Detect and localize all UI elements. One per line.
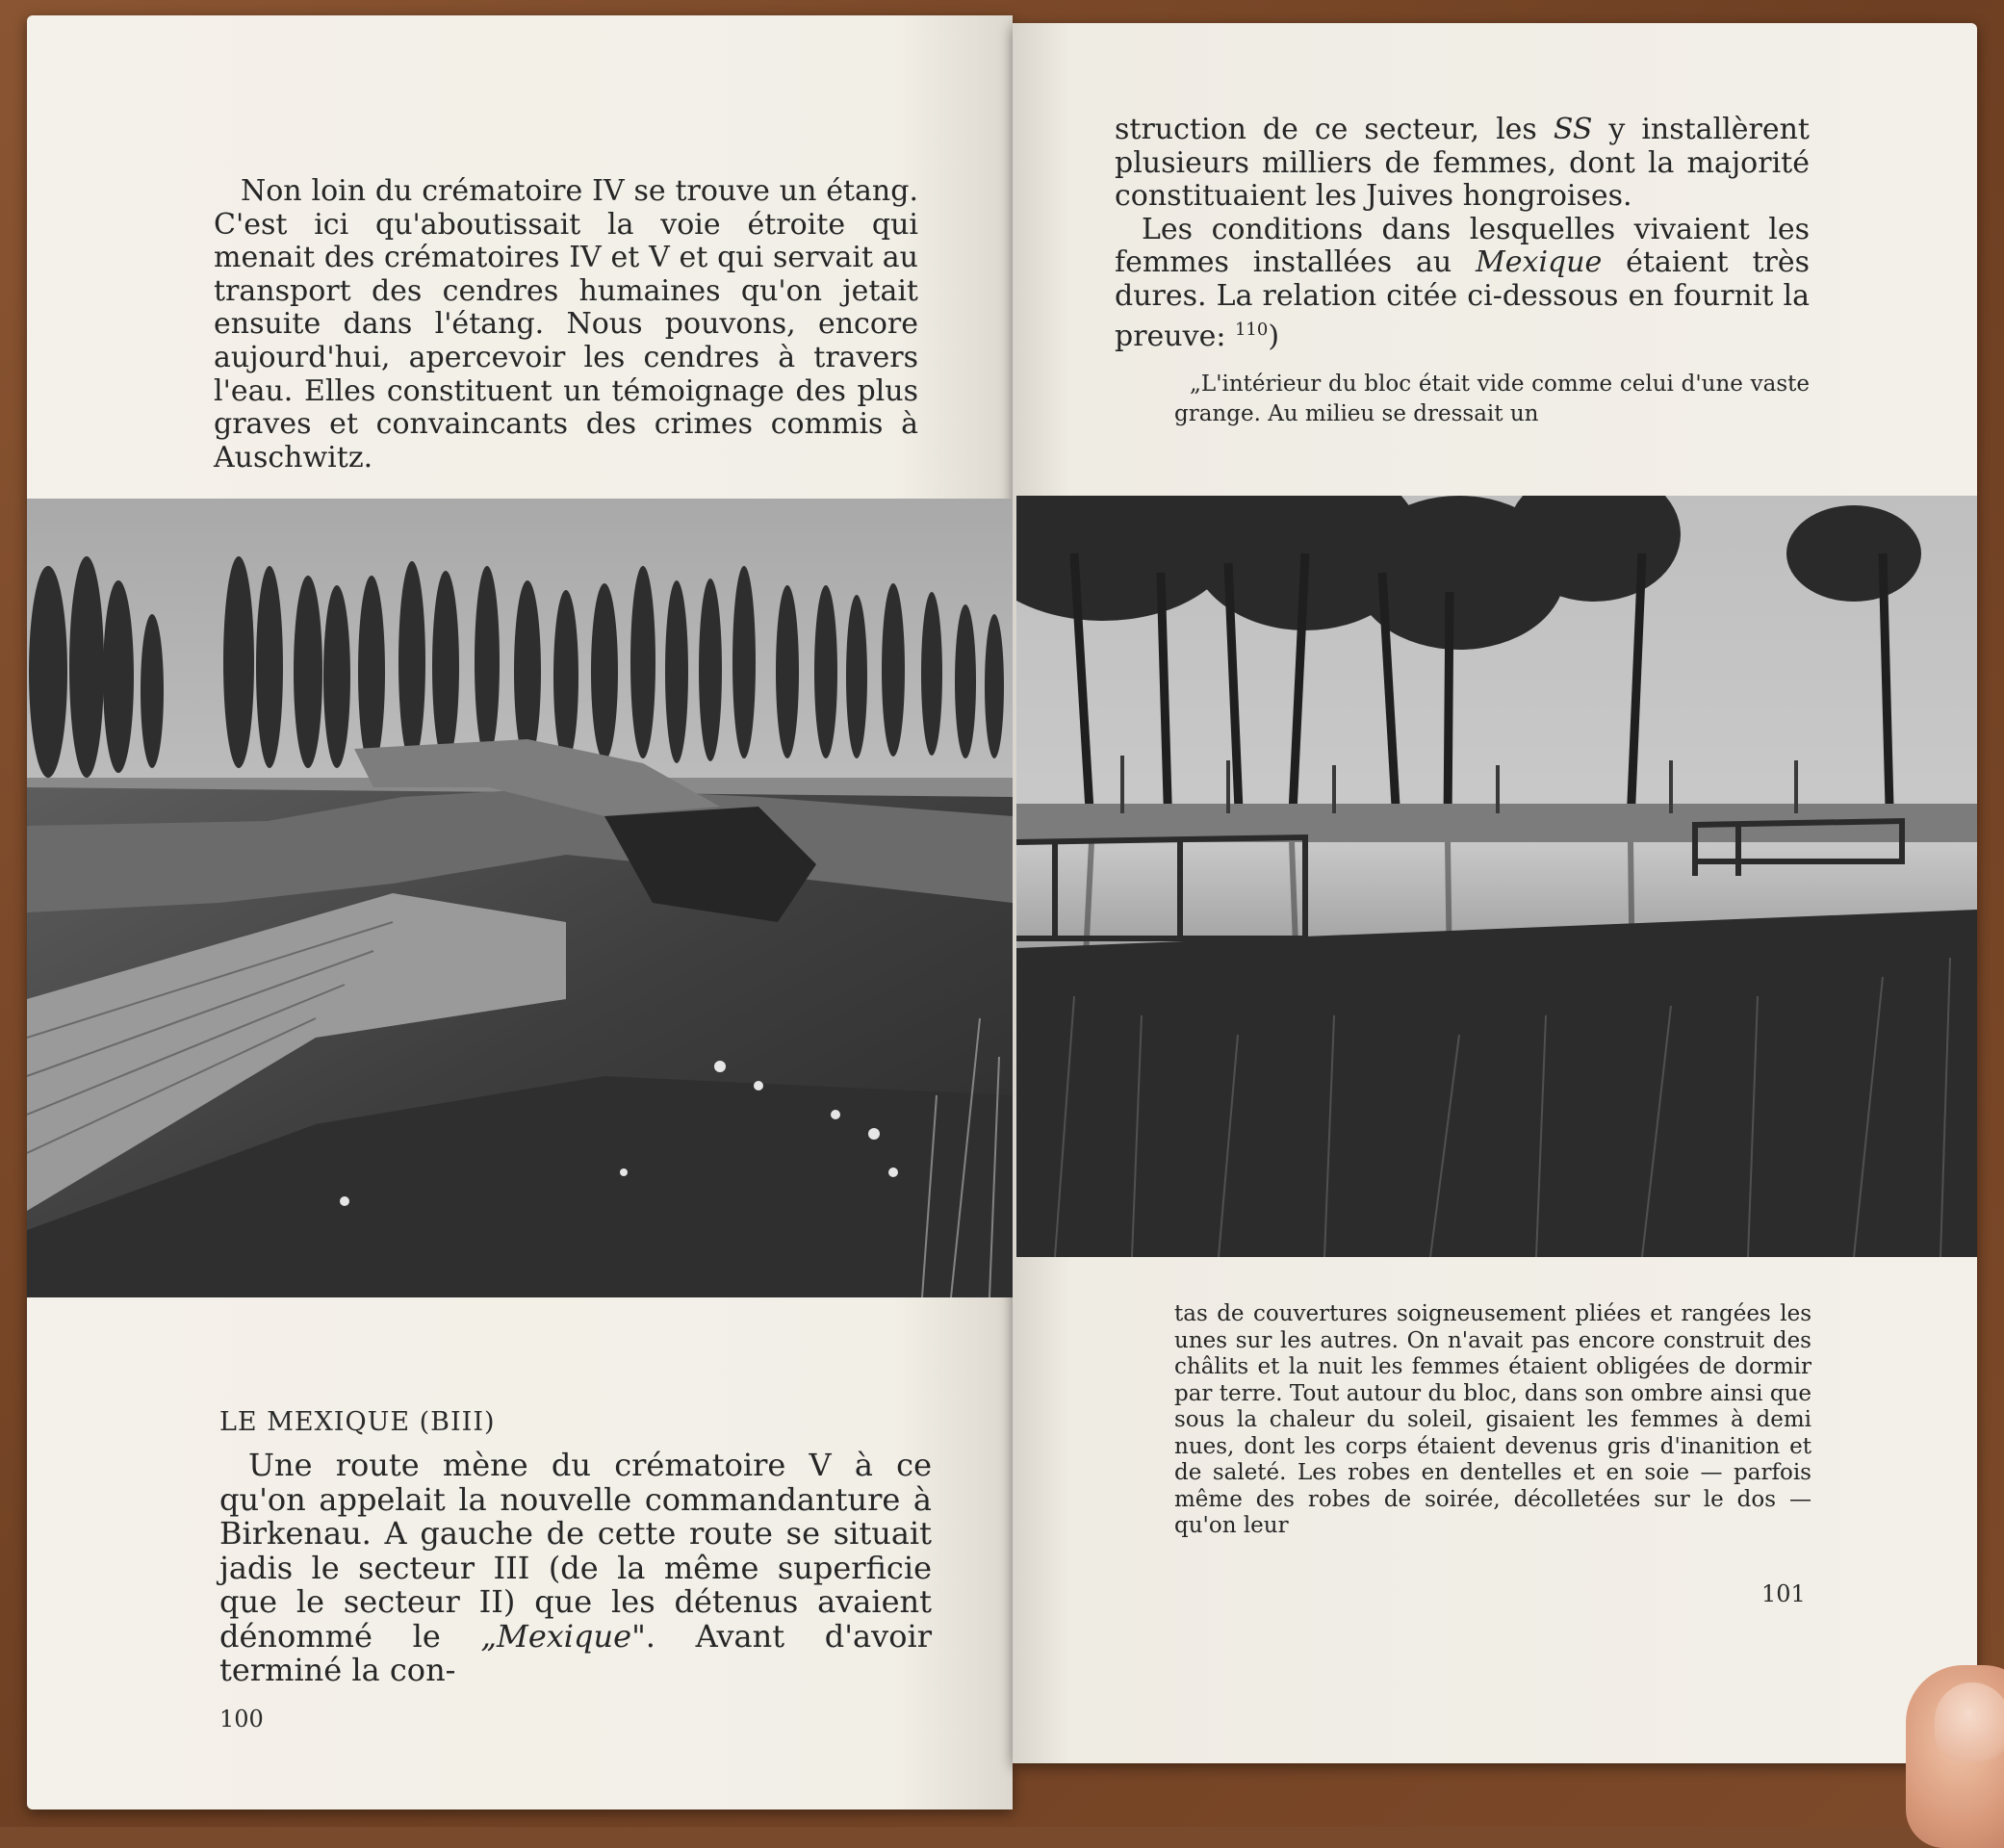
quote-top [1174,370,1810,429]
ss-emphasis: SS [1553,113,1593,146]
photo-crematorium-ruins [27,499,1013,1297]
left-bottom-paragraph-text [219,1449,932,1688]
right-top-paragraphs [1115,114,1810,353]
thumbnail-nail [1935,1682,2004,1761]
pond-photo-image [1016,496,1977,1257]
right-top-paragraph-1 [1115,114,1810,214]
photo-pond [1016,496,1977,1257]
left-bottom-text-part-1: Une route mène du crématoire V à ce qu'on appelait la nouvelle commandanture à Birkenau. A gauche de cette route se situait jadis le secteur III (de la même superficie que le secteur II) que les détenus avaient dénommé le [219,1447,932,1655]
footnote-ref: 110 [1234,319,1269,340]
left-top-paragraph-text: Non loin du crématoire IV se trouve un étang. C'est ici qu'aboutissait la voie étroite qui menait des crématoires IV et V et qui servait au transport des cendres humaines qu'on jetait ensuite dans l'étang. Nous pouvons, encore aujourd'hui, apercevoir les cendres à travers l'eau. Elles constituent un témoignage des plus graves et convaincants des crimes commis à Auschwitz. [214,174,918,475]
ruins-photo-image [27,499,1013,1297]
left-top-paragraph [214,175,918,475]
quote-top-text: „L'intérieur du bloc était vide comme celui d'une vaste grange. Au milieu se dressait un [1174,372,1810,426]
left-bottom-text-part-2: . Avant d'avoir terminé la con- [219,1617,932,1688]
mexique-emphasis: „Mexique" [480,1617,646,1655]
page-number-left: 100 [219,1706,264,1732]
right-para-1b: y installèrent plusieurs milliers de femmes, dont la majorité constituaient les Juives hongroises. [1115,113,1810,214]
section-heading: LE MEXIQUE (BIII) [219,1407,496,1437]
right-para-2b: étaient très dures. La relation citée ci-dessous en fournit la preuve: [1115,245,1811,353]
right-para-2c: ) [1268,319,1280,353]
right-para-1a: struction de ce secteur, les [1115,113,1554,146]
quote-bottom-text: tas de couvertures soigneusement pliées et rangées les unes sur les autres. On n'avait pas encore construit des châlits et la nuit les femmes étaient obligées de dormir par terre. Tout autour du bloc, dans son ombre ainsi que sous la chaleur du soleil, gisaient les femmes à demi nues, dont les corps étaient devenus gris d'inanition et de saleté. Les robes en dentelles et en soie — parfois même des robes de soirée, décolletées sur le dos — qu'on leur [1174,1301,1811,1538]
mexique-emphasis-right: Mexique [1476,245,1603,280]
left-bottom-paragraph [219,1449,932,1688]
quote-bottom [1174,1301,1811,1540]
right-top-paragraph-2 [1115,214,1810,353]
right-para-2a: Les conditions dans lesquelles vivaient les femmes installées au [1115,212,1810,280]
page-number-right: 101 [1761,1580,1806,1607]
